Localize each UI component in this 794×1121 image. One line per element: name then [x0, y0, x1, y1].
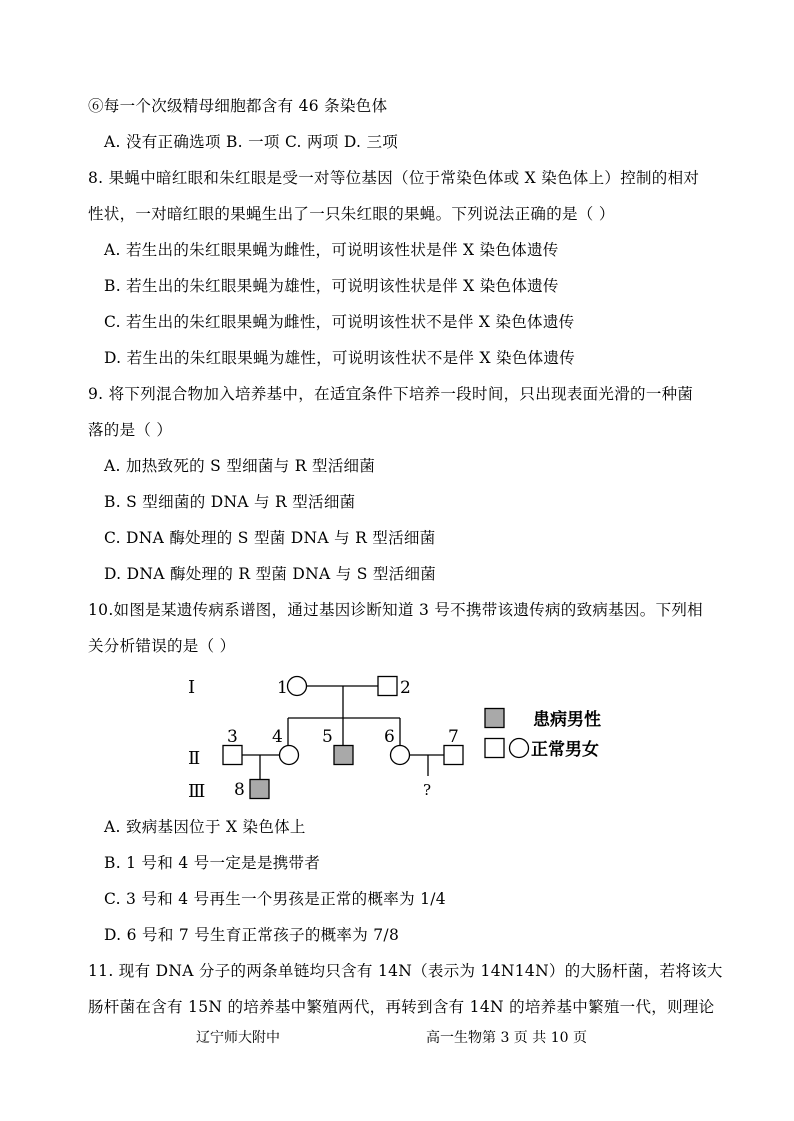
- number-4: 4: [272, 727, 283, 747]
- unknown-offspring-mark: ?: [423, 781, 432, 799]
- generation-label-2: Ⅱ: [188, 748, 201, 769]
- legend-affected-label: 患病男性: [533, 710, 601, 730]
- q10-stem-line-1: 10.如图是某遗传病系谱图，通过基因诊断知道 3 号不携带该遗传病的致病基因。下列相: [88, 601, 703, 619]
- number-8: 8: [234, 780, 245, 800]
- generation-label-3: Ⅲ: [188, 781, 206, 802]
- footer-school: 辽宁师大附中: [196, 1030, 280, 1046]
- q10-option-c: C. 3 号和 4 号再生一个男孩是正常的概率为 1/4: [104, 890, 446, 908]
- female-6: [391, 746, 410, 765]
- q8-option-a: A. 若生出的朱红眼果蝇为雌性，可说明该性状是伴 X 染色体遗传: [104, 241, 559, 259]
- male-7: [444, 746, 463, 765]
- number-7: 7: [448, 727, 459, 747]
- number-5: 5: [322, 727, 333, 747]
- footer-page-info: 高一生物第 3 页 共 10 页: [426, 1030, 587, 1046]
- male-3: [223, 746, 242, 765]
- number-3: 3: [227, 727, 238, 747]
- q10-stem-line-2: 关分析错误的是（ ）: [88, 637, 236, 655]
- q10-option-a: A. 致病基因位于 X 染色体上: [104, 818, 306, 836]
- female-1: [288, 677, 307, 696]
- q8-option-d: D. 若生出的朱红眼果蝇为雄性，可说明该性状不是伴 X 染色体遗传: [104, 349, 576, 367]
- female-4: [280, 746, 299, 765]
- q8-option-b: B. 若生出的朱红眼果蝇为雄性，可说明该性状是伴 X 染色体遗传: [104, 277, 559, 295]
- q9-option-b: B. S 型细菌的 DNA 与 R 型活细菌: [104, 493, 356, 511]
- q8-option-c: C. 若生出的朱红眼果蝇为雌性，可说明该性状不是伴 X 染色体遗传: [104, 313, 575, 331]
- legend-normal-label: 正常男女: [531, 740, 599, 760]
- q11-stem-line-2: 肠杆菌在含有 15N 的培养基中繁殖两代，再转到含有 14N 的培养基中繁殖一代，则理论: [88, 998, 715, 1016]
- number-1: 1: [277, 678, 288, 698]
- legend-normal-male-swatch: [485, 739, 504, 758]
- q8-stem-line-1: 8. 果蝇中暗红眼和朱红眼是受一对等位基因（位于常染色体或 X 染色体上）控制的相对: [88, 169, 700, 187]
- q7-options: A. 没有正确选项 B. 一项 C. 两项 D. 三项: [104, 133, 399, 151]
- number-6: 6: [384, 727, 395, 747]
- q11-stem-line-1: 11. 现有 DNA 分子的两条单链均只含有 14N（表示为 14N14N）的大肠杆菌，若将该大: [88, 962, 723, 980]
- q10-option-d: D. 6 号和 7 号生育正常孩子的概率为 7/8: [104, 926, 400, 944]
- generation-label-1: Ⅰ: [188, 677, 196, 698]
- male-2: [378, 677, 397, 696]
- number-2: 2: [400, 678, 411, 698]
- pedigree-chart: [0, 668, 794, 808]
- q7-item-6: ⑥每一个次级精母细胞都含有 46 条染色体: [88, 97, 388, 115]
- q8-stem-line-2: 性状，一对暗红眼的果蝇生出了一只朱红眼的果蝇。下列说法正确的是（ ）: [88, 205, 615, 223]
- q9-stem-line-2: 落的是（ ）: [88, 421, 173, 439]
- legend-normal-female-swatch: [510, 739, 529, 758]
- affected-male-5: [334, 746, 353, 765]
- q9-option-a: A. 加热致死的 S 型细菌与 R 型活细菌: [104, 457, 376, 475]
- q9-option-c: C. DNA 酶处理的 S 型菌 DNA 与 R 型活细菌: [104, 529, 436, 547]
- q9-stem-line-1: 9. 将下列混合物加入培养基中，在适宜条件下培养一段时间，只出现表面光滑的一种菌: [88, 385, 694, 403]
- q10-option-b: B. 1 号和 4 号一定是是携带者: [104, 854, 321, 872]
- affected-male-8: [250, 780, 269, 799]
- legend-affected-swatch: [485, 709, 504, 728]
- q9-option-d: D. DNA 酶处理的 R 型菌 DNA 与 S 型活细菌: [104, 565, 437, 583]
